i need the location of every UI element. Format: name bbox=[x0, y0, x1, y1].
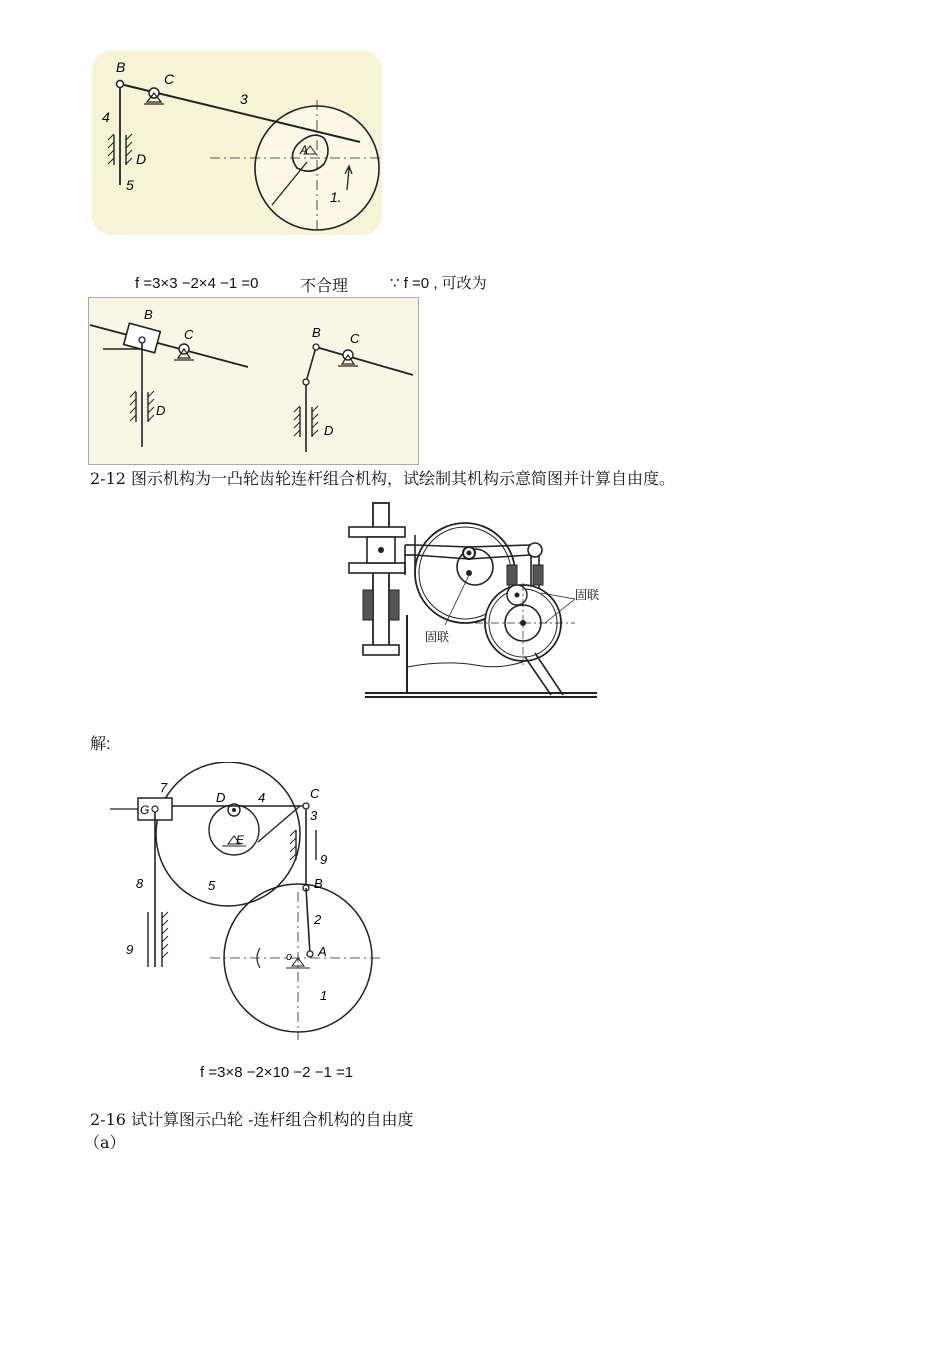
label-D: D bbox=[216, 790, 226, 805]
label-3: 3 bbox=[240, 91, 248, 107]
label-D-left: D bbox=[156, 403, 166, 418]
label-E: E bbox=[236, 833, 245, 847]
label-7: 7 bbox=[160, 780, 168, 795]
label-guly-right: 固联 bbox=[575, 588, 600, 602]
problem-2-16: 2-16 试计算图示凸轮 -连杆组合机构的自由度 bbox=[90, 1110, 414, 1129]
label-D: D bbox=[136, 151, 147, 167]
figure-modified-mechanisms bbox=[88, 297, 419, 465]
label-G: G bbox=[140, 803, 150, 817]
label-B: B bbox=[116, 59, 126, 75]
label-A: A bbox=[318, 944, 327, 959]
label-D-right: D bbox=[324, 423, 334, 438]
label-5: 5 bbox=[126, 177, 134, 193]
formula-2: f =3×8 −2×10 −2 −1 =1 bbox=[200, 1064, 354, 1081]
figure-solution-diagram bbox=[110, 762, 385, 1052]
label-B-right: B bbox=[312, 325, 321, 340]
label-4: 4 bbox=[102, 109, 110, 125]
label-guly-left: 固联 bbox=[425, 630, 450, 644]
label-8: 8 bbox=[136, 876, 144, 891]
label-1: 1. bbox=[330, 189, 342, 205]
label-o: o bbox=[286, 951, 293, 963]
problem-2-12: 2-12 图示机构为一凸轮齿轮连杆组合机构，试绘制其机构示意简图并计算自由度。 bbox=[90, 469, 676, 488]
label-B: B bbox=[314, 876, 323, 891]
label-B-left: B bbox=[144, 307, 153, 322]
solution-label: 解: bbox=[90, 736, 111, 753]
label-9-upper: 9 bbox=[320, 852, 328, 867]
figure-cam-linkage-1 bbox=[92, 50, 382, 235]
figure-cam-gear-linkage bbox=[345, 495, 605, 705]
label-4: 4 bbox=[258, 790, 266, 805]
label-2: 2 bbox=[314, 912, 322, 927]
formula-1-note: 不合理 bbox=[300, 276, 349, 295]
label-C: C bbox=[310, 786, 320, 801]
label-9-lower: 9 bbox=[126, 942, 134, 957]
label-A: A bbox=[300, 143, 309, 157]
label-3: 3 bbox=[310, 808, 318, 823]
problem-2-16-sub: （a） bbox=[84, 1133, 126, 1152]
formula-1: f =3×3 −2×4 −1 =0 bbox=[135, 275, 259, 292]
label-1: 1 bbox=[320, 988, 328, 1003]
label-5: 5 bbox=[208, 878, 216, 893]
label-C-right: C bbox=[350, 331, 360, 346]
formula-1-because: ∵ f =0 , 可改为 bbox=[390, 275, 487, 292]
label-C: C bbox=[164, 71, 175, 87]
label-C-left: C bbox=[184, 327, 194, 342]
